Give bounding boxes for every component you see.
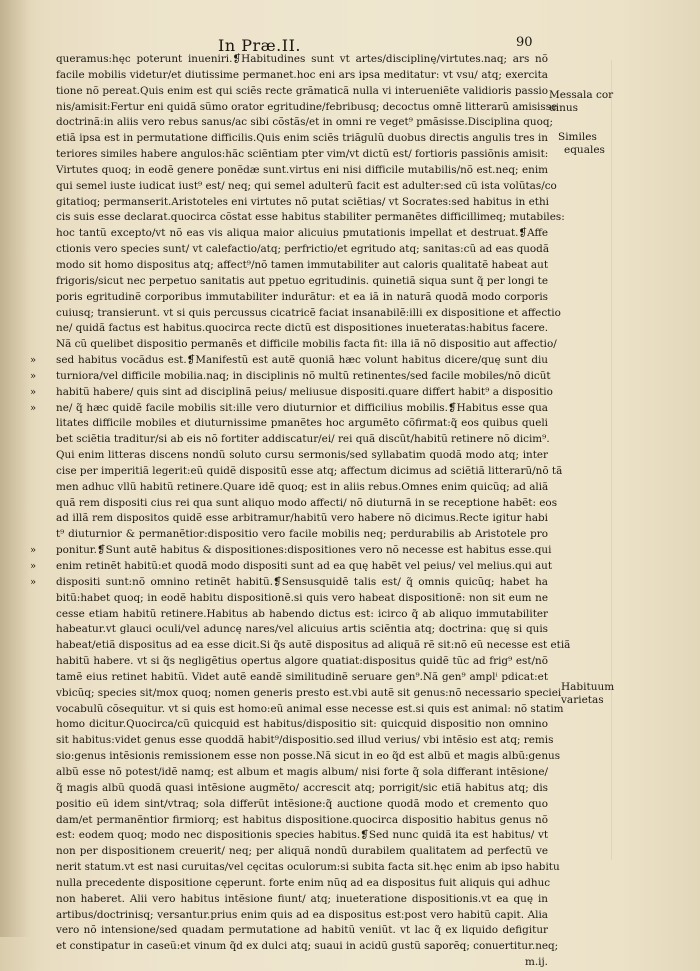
marker-spacer [30,844,36,860]
marker-spacer [30,258,36,274]
marginal-note-similes [558,131,605,157]
marker-spacer [30,432,36,448]
text-line: turniora/vel difficile mobilia.naq; in disciplinis nõ multũ retinentes/sed facile mobiles/nõ dicũt [56,369,551,382]
running-title: In Præ.II. [218,36,301,55]
marker-spacer [30,654,36,670]
marker-spacer [30,448,36,464]
marker-spacer [30,527,36,543]
text-line: cise per imperitiã legerit:eũ quidẽ dispositũ esse atq; affectum dicimus ad sciẽtiã litterarũ/nõ tã [56,464,563,477]
text-line: cesse etiam habitũ retinere.Habitus ab habendo dictus est: icirco q̃ ab aliquo immutabiliter [56,607,548,620]
marker-spacer [30,908,36,924]
marker-spacer [30,496,36,512]
marginal-note-habituum [561,681,614,707]
marker-spacer [30,511,36,527]
text-line: poris egritudinẽ corporibus immutabiliter indurãtur: et ea iã in naturã quodã modo corporis [56,290,548,303]
text-line: cuiusq; transierunt. vt si quis percussus cicatricẽ faciat insanabilẽ:illi ex dispositione et affectio [56,306,561,319]
text-line: vbicũq; species sit/mox quoq; nomen generis presto est.vbi autẽ sit genus:nõ necessario speciei [56,686,562,699]
marker-spacer [30,955,36,971]
text-line: albũ esse nõ potest/idẽ namq; est album et magis album/ nisi forte q̃ sola differant intẽsione/ [56,765,548,778]
text-line: litates difficile mobiles et diuturnissime pmanẽtes hoc argumẽto cõfirmat:q̃ eos quibus queli [56,417,548,430]
quotation-marker: » [30,576,37,588]
text-line: vocabulũ cõsequitur. vt si quis est homo:eũ animal esse necesse est.si quis est animal: nõ statim [56,702,564,715]
marker-spacer [30,717,36,733]
text-line: men adhuc vllũ habitũ retinere.Quare idẽ quoq; est in aliis rebus.Omnes enim quicũq; ad aliã [56,480,549,493]
marker-spacer [30,670,36,686]
text-line: habeat/etiã dispositus ad ea esse dicit.Si q̃s autẽ dispositus ad aliquã rẽ sit:nõ eũ necesse est etiã [56,639,571,652]
marginal-note-line: varietas [561,694,604,706]
marker-spacer [30,622,36,638]
marginal-note-line: equales [564,144,605,156]
text-line: modo sit homo dispositus atq; affect⁹/nõ tamen immutabiliter aut caloris qualitatẽ habeat aut [56,258,548,271]
text-line: tamẽ eius retinet habitũ. Videt autẽ eandẽ similitudinẽ seruare gen⁹.Nã gen⁹ amplⁱ pdicat:et [56,670,548,683]
text-line: cis suis esse declarat.quocirca cõstat esse habitus stabiliter permanẽtes difficillimeq; mutabiles: [56,211,565,224]
marker-spacer [30,765,36,781]
marker-spacer [30,274,36,290]
text-line: dam/et permanẽntior firmiorq; est habitus dispositione.quocirca dispositio habitus genus nõ [56,813,548,826]
marker-spacer [30,749,36,765]
text-line: nulla precedente dispositione cęperunt. forte enim nũq ad ea dispositus fuit aliquis qui adhuc [56,876,551,889]
text-line: habeatur.vt glauci oculi/vel aduncę nares/vel alicuius artis sciẽntia atq; doctrina: quę si quis [56,623,548,636]
text-line: hoc tantũ excepto/vt nõ eas vis aliqua maior alicuius pmutationis impellat et destruat.❡Affe [56,227,548,240]
quotation-marker: » [30,545,37,557]
marker-spacer [30,226,36,242]
text-line: sed habitus vocãdus est.❡Manifestũ est autẽ quoniã hæc volunt habitus dicere/quę sunt diu [56,354,548,367]
text-line: habitũ habere. vt si q̃s negligẽtius opertus algore quatiat:dispositus quidẽ tũc ad frig⁹ est/nõ [56,655,548,668]
text-line: qui semel iuste iudicat iust⁹ est/ neq; qui semel adulterũ facit est adulter:sed cũ ista volũtas/co [56,179,557,192]
text-line: non haberet. Alii vero habitus intẽsione fiunt/ atq; inueteratione dispositionis.vt ea quę in [56,892,548,905]
text-line: doctrinã:in aliis vero rebus sanus/ac sibi cõstãs/et in omni re veget⁹ pmãsisse.Disciplina quoq; [56,116,554,129]
marker-spacer [30,337,36,353]
marker-spacer [30,242,36,258]
marker-spacer [30,686,36,702]
quotation-markers [30,52,36,971]
text-line: quã rem dispositi cius rei qua sunt aliquo modo affecti/ nõ diuturnã in se receptione habẽt: eos [56,496,558,509]
text-line: ctionis vero species sunt/ vt calefactio/atq; perfrictio/et egritudo atq; sanitas:cũ ad eas quodã [56,243,550,256]
marker-spacer [30,195,36,211]
text-line: teriores similes habere angulos:hãc sciẽntiam pter vim/vt dictũ est/ fortioris passiõnis amisit: [56,148,549,161]
text-line: etiã ipsa est in permutatione difficilis.Quis enim sciẽs triãgulũ duobus directis angulis tres in [56,132,548,145]
marginal-note-line: uinus [549,102,579,114]
text-line: vero nõ intensione/sed quadam permutatione ad habitũ veniũt. vt lac q̃ ex liquido defigitur [56,924,548,937]
marker-spacer [30,876,36,892]
text-line: Qui enim litteras discens nondũ soluto cursu sermonis/sed syllabatim quodã modo atq; inter [56,449,548,462]
text-line: ne/ q̃ hæc quidẽ facile mobilis sit:ille vero diuturnior et difficilius mobilis.❡Habitus esse qua [56,401,548,414]
marker-spacer [30,828,36,844]
marker-spacer [30,306,36,322]
text-line: ne/ quidã factus est habitus.quocirca recte dictũ est dispositiones inueteratas:habitus facere. [56,322,549,335]
quotation-marker: » [30,561,37,572]
text-line: gitatioq; permanserit.Aristoteles eni virtutes nõ putat sciẽtias/ vt Socrates:sed habitus in ethi [56,195,549,208]
text-line: tione nõ pereat.Quis enim est qui sciẽs recte grãmaticã nulla vi interueniẽte validioris passio [56,84,548,97]
text-line: ad illã rem dispositos quidẽ esse arbitramur/habitũ vero habere nõ dicimus.Recte igitur habi [56,512,548,525]
marker-spacer [30,860,36,876]
text-line: nis/amisit:Fertur eni quidã sũmo orator egritudine/febribusq; decoctus omnẽ litterarũ amisisse [56,100,558,113]
text-line: Virtutes quoq; in eodẽ genere ponẽdæ sunt.virtus eni nisi difficile mutabilis/nõ est.neq; enim [56,163,548,176]
marker-spacer [30,702,36,718]
text-line: non per dispositionem creuerit/ neq; per aliquã nondũ durabilem qualitatem ad perfectũ ve [56,845,548,858]
margin-rule [611,60,612,860]
text-line: et constipatur in caseũ:et vinum q̃d ex dulci atq; suaui in acidũ gustũ saporẽq; conuertitur.neq; [56,940,559,953]
page-edge-shadow [0,0,30,937]
text-line: facile mobilis videtur/et diutissime permanet.hoc eni ars ipsa meditatur: vt vsu/ atq; exercita [56,68,548,81]
text-line: positio eũ idem sint/vtraq; sola differũt intẽsione:q̃ auctione quodã modo et cremento quo [56,797,548,810]
marker-spacer [30,147,36,163]
marker-spacer [30,68,36,84]
marker-spacer [30,733,36,749]
marginal-note-line: Similes [558,131,597,143]
marker-spacer [30,464,36,480]
text-line: t⁹ diuturnior & permanẽtior:dispositio vero facile mobilis neq; perdurabilis ab Aristotele pro [56,528,548,541]
text-line: bet sciẽtia traditur/si ab eis nõ fortiter addiscatur/ei/ rei quã discũt/habitũ retinere nõ dicim⁹. [56,433,550,446]
text-line: habitũ habere/ quis sint ad disciplinã peius/ meliusue dispositi.quare differt habit⁹ a dispositio [56,385,553,398]
marker-spacer [30,416,36,432]
text-line: artibus/doctrinisq; versantur.prius enim quis ad ea dispositus est:post vero habitũ capit. Alia [56,908,548,921]
marker-spacer [30,163,36,179]
quotation-marker: » [30,370,37,382]
marker-spacer [30,781,36,797]
marker-spacer [30,480,36,496]
marker-spacer [30,84,36,100]
marker-spacer [30,131,36,147]
marker-spacer [30,290,36,306]
text-line: sit habitus:videt genus esse quoddã habit⁹/dispositio.sed illud verius/ vbi intẽsio est atq; remis [56,734,554,747]
marker-spacer [30,797,36,813]
text-line: frigoris/sicut nec perpetuo sanitatis aut ppetuo egritudinis. quinetiã siqua sunt q̃ per longi te [56,274,548,287]
quotation-marker: » [30,355,37,367]
marker-spacer [30,115,36,131]
marker-spacer [30,638,36,654]
text-line: enim retinẽt habitũ:et quodã modo dispositi sunt ad ea quę habẽt vel peius/ vel melius.qui aut [56,560,553,572]
text-line: dispositi sunt:nõ omnino retinẽt habitũ.❡Sensusquidẽ talis est/ q̃ omnis quicũq; habet ha [56,575,548,588]
text-line: bitũ:habet quoq; in eodẽ habitu dispositionẽ.si quis vero habeat dispositionẽ: non sit eum ne [56,591,548,604]
marker-spacer [30,813,36,829]
text-line: Nã cũ quelibet dispositio permanẽs et difficile mobilis facta fit: illa iã nõ dispositio aut affectio/ [56,338,557,351]
marginal-note-messala [549,89,613,115]
quotation-marker: » [30,386,37,398]
marker-spacer [30,210,36,226]
marker-spacer [30,591,36,607]
marker-spacer [30,179,36,195]
text-line: m.ij. [524,956,548,969]
marker-spacer [30,52,36,68]
folio-number: 90 [516,35,533,50]
text-line: nerit statum.vt est nasi curuitas/vel cęcitas oculorum:si subita facta sit.hęc enim ab ipso habitu [56,861,560,874]
marker-spacer [30,607,36,623]
marker-spacer [30,321,36,337]
text-line: est: eodem quoq; modo nec dispositionis species habitus.❡Sed nunc quidã ita est habitus/ vt [56,829,548,842]
quotation-marker: » [30,402,37,414]
text-line: homo dicitur.Quocirca/cũ quicquid est habitus/dispositio sit: quicquid dispositio non omnino [56,718,548,731]
text-line: q̃ magis albũ quodã quasi intẽsione augmẽto/ accrescit atq; porrigit/sic etiã habitus atq; dis [56,781,548,794]
marker-spacer [30,939,36,955]
text-line: ponitur.❡Sunt autẽ habitus & dispositiones:dispositiones vero nõ necesse est habitus esse.qui [56,544,552,557]
marker-spacer [30,892,36,908]
text-line: queramus:hęc poterunt inueniri.❡Habitudines sunt vt artes/disciplinę/virtutes.naq; ars nõ [56,53,548,65]
marginal-note-line: Habituum [561,681,615,693]
marker-spacer [30,100,36,116]
text-line: sio:genus intẽsionis remissionem esse non posse.Nã sicut in eo q̃d est albũ et magis albũ:genus [56,750,561,763]
marginal-note-line: Messala cor [549,89,614,101]
marker-spacer [30,923,36,939]
